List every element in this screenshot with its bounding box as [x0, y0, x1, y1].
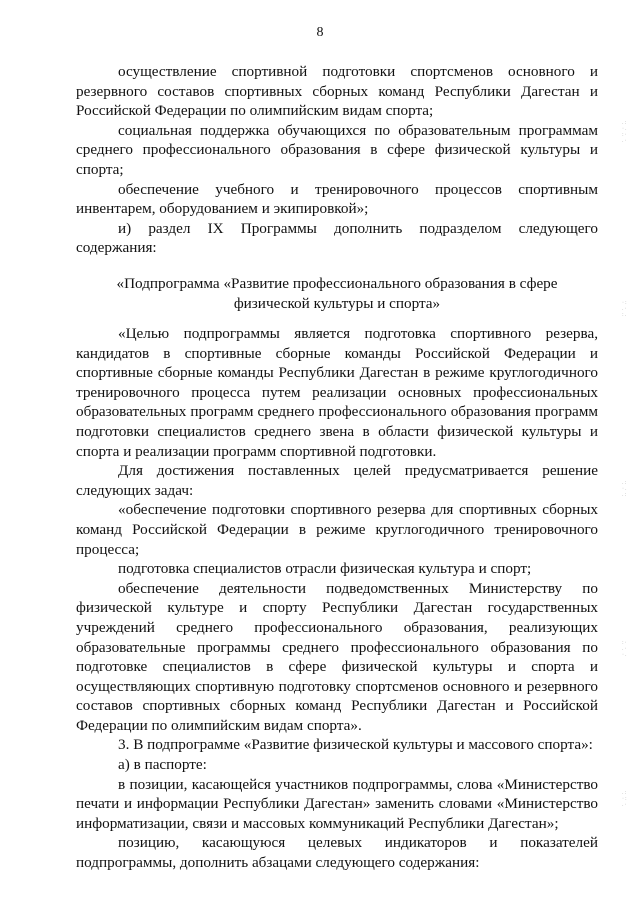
scan-artifact: :· .· ·.	[622, 640, 628, 658]
paragraph-item-3: 3. В подпрограмме «Развитие физической культуры и массового спорта»:	[118, 736, 593, 754]
paragraph-social-support: социальная поддержка обучающихся по образовательным программам среднего профессионального образования в сфере физической культуры и спорта;	[76, 121, 598, 178]
scan-artifact: .: ·. :· .·	[622, 120, 628, 144]
page-number: 8	[316, 25, 324, 40]
paragraph-indicators: позицию, касающуюся целевых индикаторов и показателей подпрограммы, дополнить абзацами следующего содержания:	[76, 834, 598, 872]
text-block-top	[76, 62, 598, 258]
subprogram-heading	[76, 274, 598, 314]
paragraph-equipment: обеспечение учебного и тренировочного процессов спортивным инвентарем, оборудованием и экипировкой»;	[76, 180, 598, 218]
scan-artifact: .: ·: .·	[622, 790, 628, 808]
paragraph-task-reserve: «обеспечение подготовки спортивного резерва для спортивных сборных команд Российской Федерации в режиме круглогодичного тренировочного процесса;	[76, 501, 598, 558]
text-block-main	[76, 324, 598, 873]
paragraph-section-ix: и) раздел IX Программы дополнить подразделом следующего содержания:	[76, 219, 598, 257]
subprogram-heading-line1: «Подпрограмма «Развитие профессионального образования в сфере	[116, 275, 558, 292]
scan-artifact: ·: .· :.	[622, 300, 628, 318]
paragraph-goal: «Целью подпрограммы является подготовка спортивного резерва, кандидатов в спортивные сборные команды Российской Федерации и спортивные сборные команды Республики Дагестан в режиме круглогодичного тренировочного процесса путем реализации основных профессиональных образовательных программ среднего профессионального образования программ подготовки специалистов среднего звена в области физической культуры и спорта и реализации программ спортивной подготовки.	[76, 325, 598, 460]
paragraph-tasks-intro: Для достижения поставленных целей предусматривается решение следующих задач:	[76, 462, 598, 499]
paragraph-item-a: а) в паспорте:	[118, 756, 207, 774]
paragraph-task-specialists: подготовка специалистов отрасли физическая культура и спорт;	[118, 560, 532, 578]
subprogram-heading-line2: физической культуры и спорта»	[233, 295, 441, 312]
paragraph-participants: в позиции, касающейся участников подпрограммы, слова «Министерство печати и информации Республики Дагестан» заменить словами «Министерство информатизации, связи и массовых коммуникаций Республики Дагестан»;	[76, 775, 598, 832]
paragraph-task-institutions: обеспечение деятельности подведомственных Министерству по физической культуре и спорту Республики Дагестан государственных учреждений среднего профессионального образования, реализующих образовательные программы среднего профессионального образования по подготовке специалистов в сфере физической культуры и спорта и осуществляющих спортивную подготовку спортсменов основного и резервного составов спортивных сборных команд Республики Дагестан и Российской Федерации по олимпийским видам спорта».	[76, 579, 598, 734]
scan-artifact: .: ·. .:	[622, 480, 628, 498]
paragraph-sports-training: осуществление спортивной подготовки спортсменов основного и резервного составов спортивных сборных команд Республики Дагестан и Российской Федерации по олимпийским видам спорта;	[76, 63, 598, 120]
